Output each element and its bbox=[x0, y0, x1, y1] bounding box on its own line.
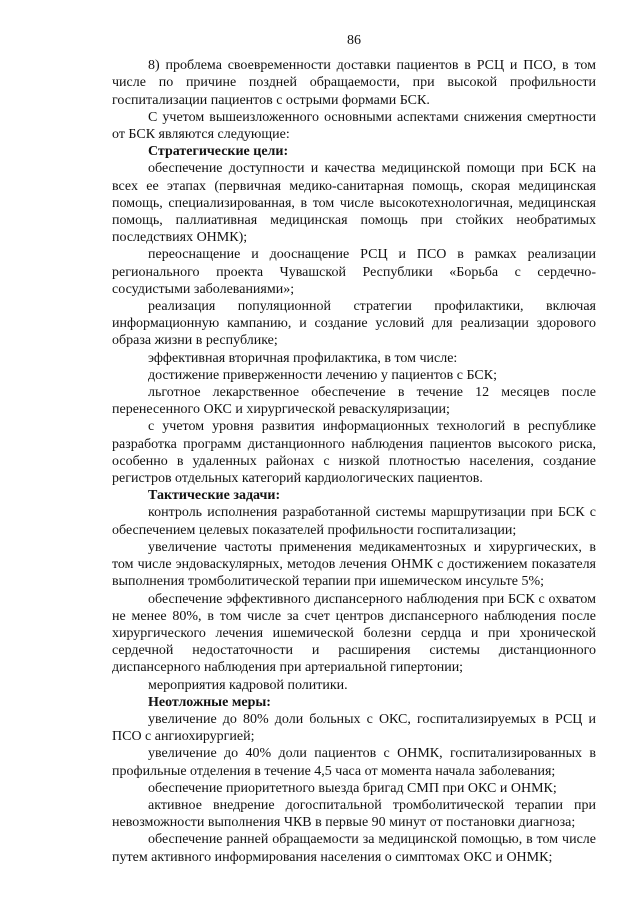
document-page bbox=[112, 32, 596, 866]
paragraph: с учетом уровня развития информационных технологий в республике разработка программ дистанционного наблюдения пациентов высокого риска, особенно в удаленных районах с низкой плотностью населения, создание регистров отдельных категорий кардиологических пациентов. bbox=[112, 419, 596, 487]
paragraph: С учетом вышеизложенного основными аспектами снижения смертности от БСК являются следующие: bbox=[112, 109, 596, 143]
paragraph: увеличение до 80% доли больных с ОКС, госпитализируемых в РСЦ и ПСО с ангиохирургией; bbox=[112, 711, 596, 745]
paragraph: обеспечение ранней обращаемости за медицинской помощью, в том числе путем активного информирования населения о симптомах ОКС и ОНМК; bbox=[112, 832, 596, 865]
paragraph: обеспечение эффективного диспансерного наблюдения при БСК с охватом не менее 80%, в том числе за счет центров диспансерного наблюдения после хирургического лечения ишемической болезни сердца и при хронической сердечной недостаточности и расширения системы дистанционного диспансерного наблюдения при артериальной гипертонии; bbox=[112, 591, 596, 676]
paragraph: увеличение до 40% доли пациентов с ОНМК, госпитализированных в профильные отделения в течение 4,5 часа от момента начала заболевания; bbox=[112, 746, 596, 779]
paragraph: льготное лекарственное обеспечение в течение 12 месяцев после перенесенного ОКС и хирургической реваскуляризации; bbox=[112, 385, 596, 418]
paragraph: активное внедрение догоспитальной тромболитической терапии при невозможности выполнения ЧКВ в первые 90 минут от постановки диагноза; bbox=[112, 797, 596, 831]
paragraph: эффективная вторичная профилактика, в том числе: bbox=[148, 350, 458, 366]
section-heading-urgent-measures: Неотложные меры: bbox=[148, 694, 271, 710]
page-number: 86 bbox=[347, 33, 361, 48]
paragraph: 8) проблема своевременности доставки пациентов в РСЦ и ПСО, в том числе по причине поздней обращаемости, при высокой профильности госпитализации пациентов с острыми формами БСК. bbox=[112, 58, 596, 108]
section-heading-strategic-goals: Стратегические цели: bbox=[148, 144, 289, 160]
paragraph: достижение приверженности лечению у пациентов с БСК; bbox=[148, 367, 497, 383]
paragraph: увеличение частоты применения медикаментозных и хирургических, в том числе эндоваскулярных, методов лечения ОНМК с достижением показателя выполнения тромболитической терапии при ишемическом инсульте 5%; bbox=[112, 539, 596, 590]
section-heading-tactical-tasks: Тактические задачи: bbox=[148, 488, 281, 504]
paragraph: реализация популяционной стратегии профилактики, включая информационную кампанию, и создание условий для реализации здорового образа жизни в республике; bbox=[112, 299, 596, 349]
paragraph: мероприятия кадровой политики. bbox=[148, 677, 348, 693]
document-body bbox=[112, 57, 596, 866]
paragraph: обеспечение доступности и качества медицинской помощи при БСК на всех ее этапах (первичная медико-санитарная помощь, скорая медицинская помощь, специализированная, в том числе высокотехнологичная, медицинская помощь, паллиативная медицинская помощь при стойких необратимых последствиях ОНМК); bbox=[112, 161, 596, 246]
paragraph: обеспечение приоритетного выезда бригад СМП при ОКС и ОНМК; bbox=[148, 780, 557, 796]
paragraph: контроль исполнения разработанной системы маршрутизации при БСК с обеспечением целевых показателей профильности госпитализации; bbox=[112, 505, 596, 538]
paragraph: переоснащение и дооснащение РСЦ и ПСО в рамках реализации регионального проекта Чувашской Республики «Борьба с сердечно-сосудистыми заболеваниями»; bbox=[112, 247, 596, 297]
